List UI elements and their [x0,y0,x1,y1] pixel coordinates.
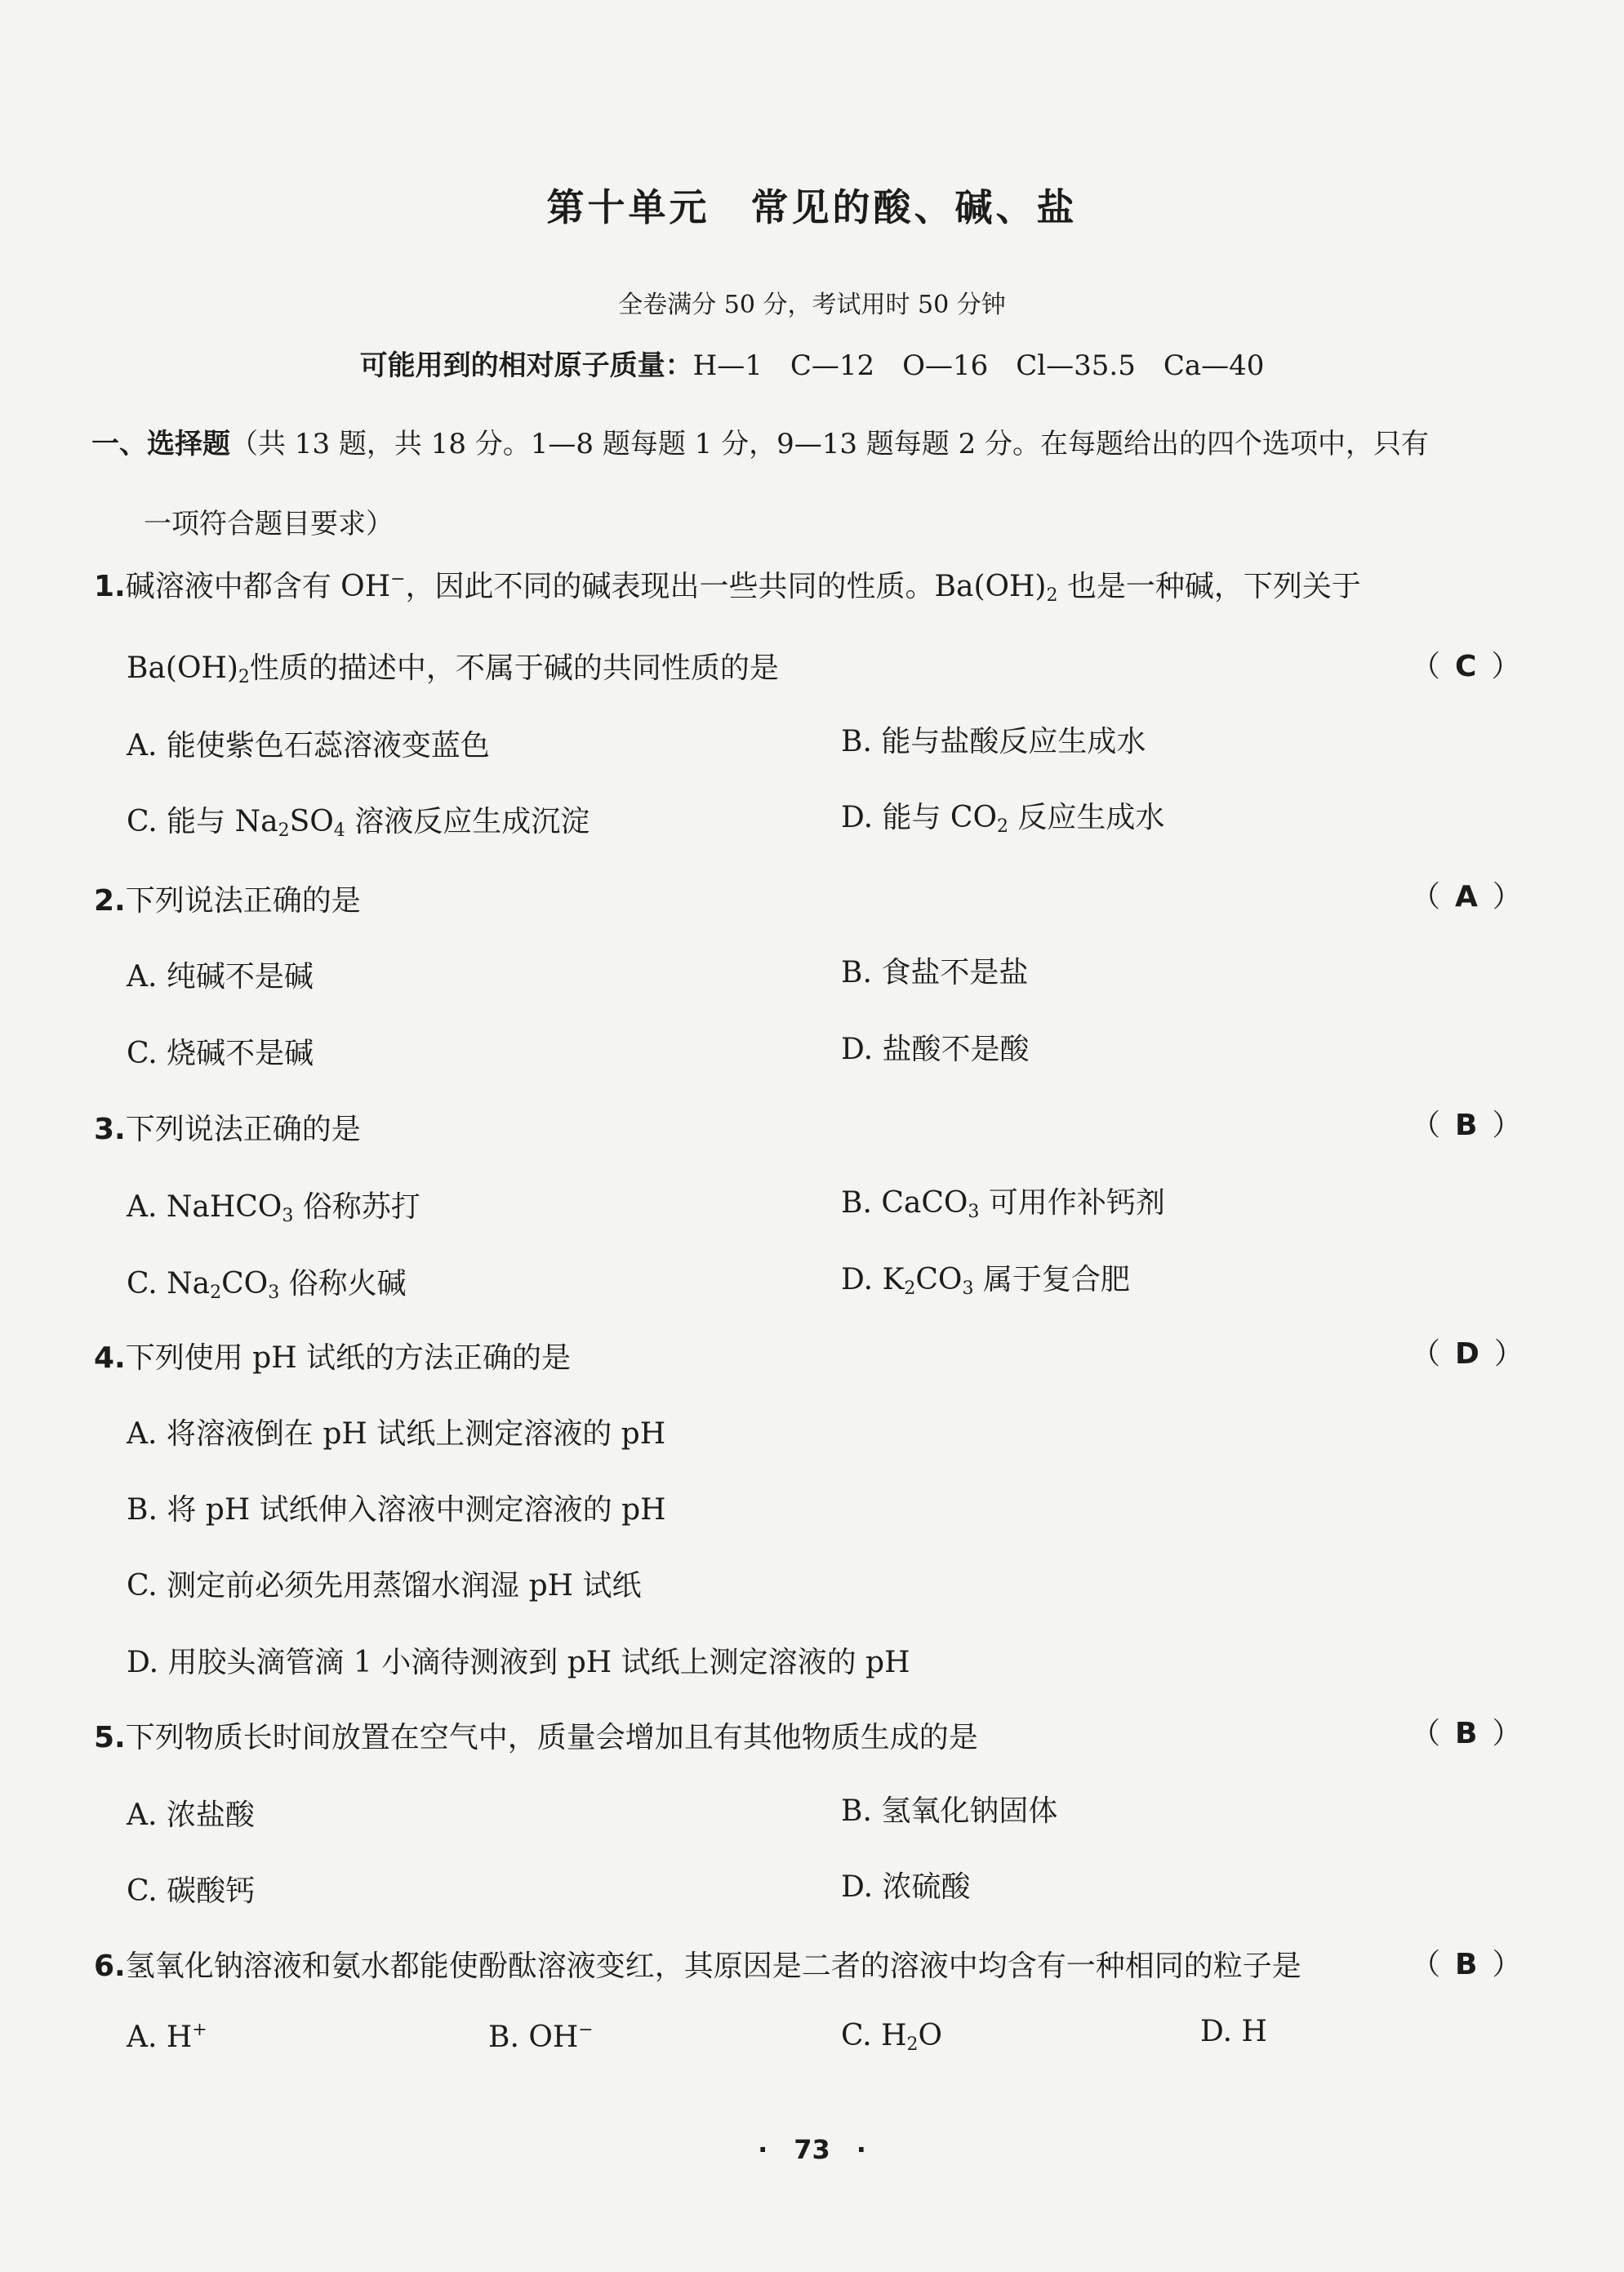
question-number: 3. [94,1113,126,1146]
question-6-option-c [841,2019,943,2055]
stem-text: Ba(OH) [127,651,238,685]
section-desc-2: 一项符合题目要求） [144,508,394,540]
stem-text: 性质的描述中，不属于碱的共同性质的是 [249,651,779,685]
paren-close: ） [1491,650,1521,683]
answer-letter: B [1455,1109,1478,1142]
paren-close: ） [1492,1109,1522,1142]
superscript: + [192,2020,207,2040]
paren-close: ） [1492,880,1522,914]
subscript: 2 [278,820,290,841]
section-title: 一、选择题 [91,428,230,460]
option-text: D. K [841,1263,905,1296]
superscript: − [390,569,406,589]
option-text: A. H [127,2021,193,2054]
question-1-option-c [127,798,590,840]
page-title: 第十单元 常见的酸、碱、盐 [546,185,1078,229]
subscript: 3 [268,1283,280,1303]
question-5-option-c: C. 碳酸钙 [127,1874,256,1908]
question-3-answer [1411,1102,1521,1144]
page-number: · 73 · [758,2134,866,2165]
question-number: 4. [94,1341,126,1375]
question-3-stem [94,1106,361,1148]
stem-text: 下列物质长时间放置在空气中，质量会增加且有其他物质生成的是 [125,1721,978,1754]
question-6-answer [1411,1941,1521,1983]
question-3-option-d [841,1256,1130,1298]
paren-open: （ [1411,1717,1441,1750]
question-2-answer [1411,874,1522,915]
subscript: 2 [210,1283,222,1303]
subscript: 3 [282,1206,294,1226]
subscript: 2 [906,2034,919,2055]
paren-close: ） [1492,1948,1522,1981]
subscript: 2 [904,1278,916,1299]
paren-close: ） [1493,1337,1524,1371]
stem-text: ，因此不同的碱表现出一些共同的性质。Ba(OH) [405,570,1047,603]
question-1-stem-line-1 [94,563,1361,605]
question-number: 2. [94,884,126,918]
question-4-stem [94,1335,571,1376]
question-number: 5. [94,1721,126,1754]
option-text: 俗称火碱 [279,1267,407,1301]
question-2-stem [94,878,361,919]
stem-text: 氢氧化钠溶液和氨水都能使酚酞溶液变红，其原因是二者的溶液中均含有一种相同的粒子是 [125,1950,1301,1983]
question-4-option-b: B. 将 pH 试纸伸入溶液中测定溶液的 pH [127,1493,666,1527]
option-text: C. H [841,2019,907,2052]
subscript: 3 [968,1202,980,1222]
question-2-option-a: A. 纯碱不是碱 [127,960,314,994]
paren-open: （ [1411,1337,1441,1371]
subscript: 3 [962,1278,974,1299]
question-2-option-d: D. 盐酸不是酸 [841,1033,1030,1066]
question-1-answer [1411,643,1520,685]
option-text: B. CaCO [841,1186,968,1220]
question-5-option-b: B. 氢氧化钠固体 [841,1794,1058,1828]
section-header [91,404,1528,564]
option-text: C. Na [127,1267,211,1301]
atomic-masses-label: 可能用到的相对原子质量： [359,349,693,382]
option-text: D. 能与 CO [841,801,997,834]
option-text: 反应生成水 [1008,801,1165,834]
question-4-option-a: A. 将溶液倒在 pH 试纸上测定溶液的 pH [127,1417,666,1451]
question-4-option-d: D. 用胶头滴管滴 1 小滴待测液到 pH 试纸上测定溶液的 pH [127,1646,910,1679]
question-number: 1. [94,570,126,603]
question-2-option-b: B. 食盐不是盐 [841,956,1029,989]
subscript: 4 [333,820,345,841]
stem-text: 下列说法正确的是 [125,884,361,918]
option-text: 俗称苏打 [293,1190,420,1224]
question-1-option-b: B. 能与盐酸反应生成水 [841,725,1146,758]
answer-letter: D [1455,1337,1479,1371]
subscript: 2 [996,816,1008,837]
answer-letter: A [1455,880,1478,914]
question-1-option-d [841,794,1164,836]
option-text: CO [915,1263,963,1296]
superscript: − [578,2020,594,2040]
question-6-option-b [488,2021,594,2054]
stem-text: 也是一种碱，下列关于 [1057,570,1361,603]
question-1-option-a: A. 能使紫色石蕊溶液变蓝色 [127,729,490,763]
question-5-answer [1411,1710,1521,1752]
exam-info: 全卷满分 50 分，考试用时 50 分钟 [618,291,1006,319]
paren-close: ） [1492,1717,1522,1750]
option-text: C. 能与 Na [127,805,278,838]
answer-letter: B [1455,1948,1478,1981]
option-text: 可用作补钙剂 [979,1186,1165,1220]
stem-text: 下列说法正确的是 [125,1113,361,1146]
paren-open: （ [1411,1109,1441,1142]
question-3-option-b [841,1180,1165,1221]
atomic-masses-values: H—1 C—12 O—16 Cl—35.5 Ca—40 [692,349,1265,382]
question-3-option-a [127,1184,420,1225]
option-text: O [918,2019,943,2052]
answer-letter: B [1455,1717,1478,1750]
answer-letter: C [1455,650,1477,683]
stem-text: 下列使用 pH 试纸的方法正确的是 [125,1341,572,1375]
question-5-option-a: A. 浓盐酸 [127,1798,255,1832]
subscript: 2 [1046,585,1058,606]
paren-open: （ [1411,650,1441,683]
question-2-option-c: C. 烧碱不是碱 [127,1037,314,1070]
question-1-stem-line-2 [127,645,779,687]
option-text: 溶液反应生成沉淀 [345,805,590,838]
question-5-option-d: D. 浓硫酸 [841,1870,971,1904]
question-6-option-d: D. H [1200,2015,1267,2048]
question-4-option-c: C. 测定前必须先用蒸馏水润湿 pH 试纸 [127,1569,642,1603]
question-6-stem [94,1943,1301,1985]
paren-open: （ [1411,880,1441,914]
stem-text: 碱溶液中都含有 OH [125,570,391,603]
question-5-stem [94,1714,978,1756]
paren-open: （ [1411,1948,1441,1981]
option-text: CO [221,1267,269,1301]
section-desc-1: （共 13 题，共 18 分。1—8 题每题 1 分，9—13 题每题 2 分。在每题给出的四个选项中，只有 [230,428,1430,460]
option-text: 属于复合肥 [973,1263,1130,1296]
atomic-masses [0,343,1624,383]
option-text: B. OH [488,2021,579,2054]
question-3-option-c [127,1260,407,1302]
option-text: SO [289,805,334,838]
question-6-option-a [127,2021,207,2054]
subscript: 2 [238,667,250,687]
option-text: A. NaHCO [127,1190,283,1224]
question-4-answer [1411,1331,1524,1372]
question-number: 6. [94,1950,126,1983]
